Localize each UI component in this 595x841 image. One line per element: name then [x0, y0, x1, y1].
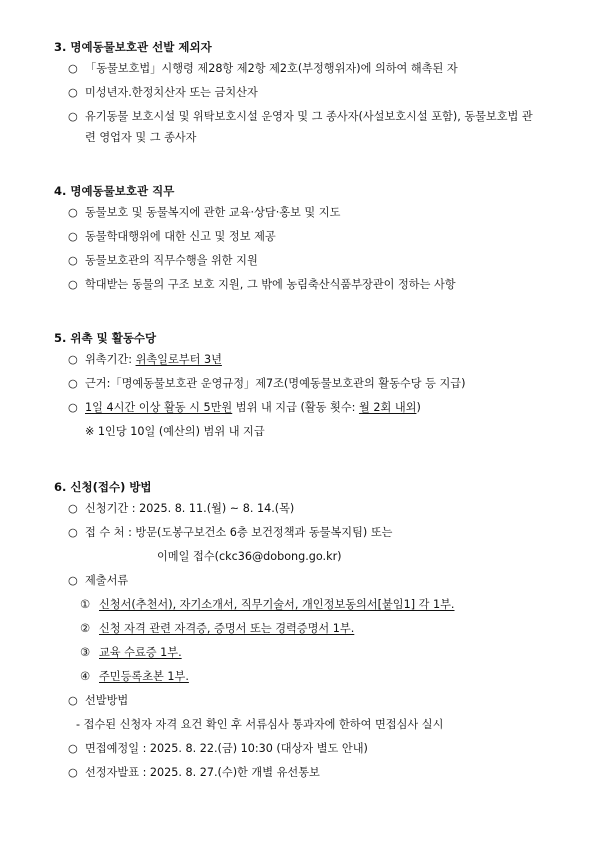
list-item: ○ 접 수 처 : 방문(도봉구보건소 6층 보건정책과 동물복지팀) 또는 [54, 521, 564, 545]
bullet-icon: ○ [68, 694, 78, 707]
bullet-icon: ○ [68, 526, 78, 539]
circled-number-icon: ① [80, 598, 91, 611]
doc-item: ① 신청서(추천서), 자기소개서, 직무기술서, 개인정보동의서[붙임1] 각 1부. [54, 593, 564, 617]
circled-number-icon: ③ [80, 646, 91, 659]
section-3 [54, 37, 564, 148]
list-item: ○ 미성년자.한정치산자 또는 금치산자 [54, 81, 564, 105]
doc-item: ③ 교육 수료증 1부. [54, 641, 564, 665]
bullet-icon: ○ [68, 766, 78, 779]
doc-item: ② 신청 자격 관련 자격증, 증명서 또는 경력증명서 1부. [54, 617, 564, 641]
bullet-icon: ○ [68, 62, 78, 75]
section-6 [54, 477, 564, 785]
list-item: ○ 동물보호관의 직무수행을 위한 지원 [54, 249, 564, 273]
doc-item: ④ 주민등록초본 1부. [54, 665, 564, 689]
bullet-icon: ○ [68, 254, 78, 267]
section-3-title: 3. 명예동물보호관 선발 제외자 [54, 40, 212, 54]
method-description: - 접수된 신청자 자격 요건 확인 후 서류심사 통과자에 한하여 면접심사 실시 [76, 718, 444, 731]
list-item: ○ 동물보호 및 동물복지에 관한 교육·상담·홍보 및 지도 [54, 201, 564, 225]
section-4-title: 4. 명예동물보호관 직무 [54, 184, 175, 198]
list-item: ○ 면접예정일 : 2025. 8. 22.(금) 10:30 (대상자 별도 안내) [54, 737, 564, 761]
section-4 [54, 181, 564, 297]
list-item: ○ 위촉기간: 위촉일로부터 3년 [54, 348, 564, 372]
bullet-icon: ○ [68, 206, 78, 219]
list-item: ○ 신청기간 : 2025. 8. 11.(월) ~ 8. 14.(목) [54, 497, 564, 521]
list-item: ○ 학대받는 동물의 구조 보호 지원, 그 밖에 농림축산식품부장관이 정하는 사항 [54, 273, 564, 297]
list-item: ○ 유기동물 보호시설 및 위탁보호시설 운영자 및 그 종사자(사설보호시설 포함), 동물보호법 관련 영업자 및 그 종사자 [54, 105, 540, 148]
list-item: ○ 선정자발표 : 2025. 8. 27.(수)한 개별 유선통보 [54, 761, 564, 785]
bullet-icon: ○ [68, 574, 78, 587]
section-5 [54, 328, 564, 444]
list-item: ○ 근거:「명예동물보호관 운영규정」제7조(명예동물보호관의 활동수당 등 지급) [54, 372, 564, 396]
bullet-icon: ○ [68, 278, 78, 291]
bullet-icon: ○ [68, 230, 78, 243]
bullet-icon: ○ [68, 377, 78, 390]
bullet-icon: ○ [68, 742, 78, 755]
bullet-icon: ○ [68, 86, 78, 99]
bullet-icon: ○ [68, 110, 78, 123]
list-item-continuation: 이메일 접수(ckc36@dobong.go.kr) [157, 550, 342, 563]
section-5-title: 5. 위촉 및 활동수당 [54, 331, 157, 345]
bullet-icon: ○ [68, 353, 78, 366]
list-item: ○ 동물학대행위에 대한 신고 및 정보 제공 [54, 225, 564, 249]
note-text: ※ 1인당 10일 (예산의) 범위 내 지급 [85, 425, 265, 438]
list-item: ○ 제출서류 [54, 569, 564, 593]
list-item: ○ 선발방법 [54, 689, 564, 713]
circled-number-icon: ② [80, 622, 91, 635]
list-item: ○ 1일 4시간 이상 활동 시 5만원 범위 내 지급 (활동 횟수: 월 2회 내외) [54, 396, 564, 420]
circled-number-icon: ④ [80, 670, 91, 683]
bullet-icon: ○ [68, 401, 78, 414]
bullet-icon: ○ [68, 502, 78, 515]
list-item: ○ 「동물보호법」시행령 제28항 제2항 제2호(부정행위자)에 의하여 해촉된 자 [54, 57, 564, 81]
section-6-title: 6. 신청(접수) 방법 [54, 480, 152, 494]
